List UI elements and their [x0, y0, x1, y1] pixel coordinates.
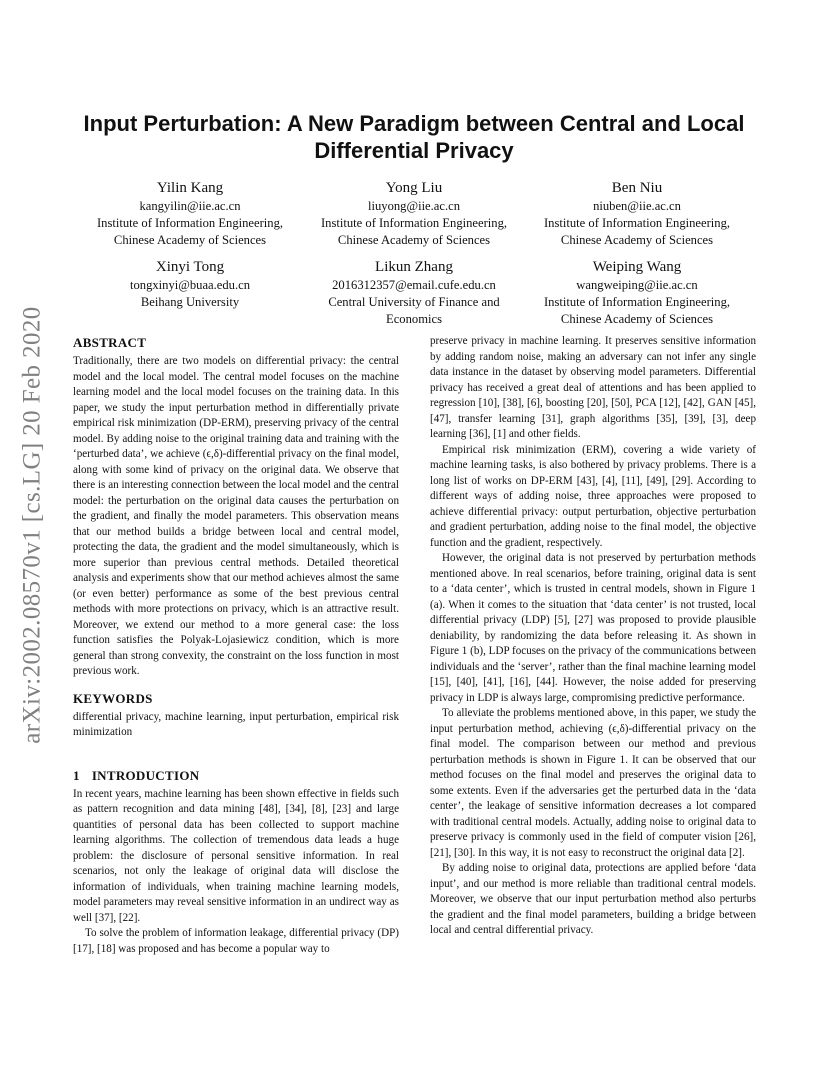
- author-email: tongxinyi@buaa.edu.cn: [129, 278, 251, 292]
- author-name: Ben Niu: [611, 180, 663, 196]
- author-block: [80, 178, 300, 249]
- author-name: Yilin Kang: [156, 180, 224, 196]
- right-column: [430, 334, 756, 939]
- author-affiliation: Institute of Information Engineering, Chinese Academy of Sciences: [543, 216, 731, 247]
- intro-paragraph: By adding noise to original data, protections are applied before ‘data input’, and our method is more reliable than traditional central models. Moreover, we observe that our input perturbation method also perturbs the gradient and the final model parameters, building a bridge between local and central differential privacy.: [430, 862, 756, 936]
- author-block: [304, 257, 524, 328]
- author-block: [80, 257, 300, 311]
- intro-paragraph: Empirical risk minimization (ERM), covering a wide variety of machine learning tasks, is also bothered by privacy problems. There is a long list of works on DP-ERM [43], [4], [11], [49], [29]. According to different ways of adding noise, three approaches were proposed to achieve differential privacy: output perturbation, objective perturbation and gradient perturbation, adding noise to the final model, the objective function and the gradient, respectively.: [430, 443, 756, 549]
- author-email: niuben@iie.ac.cn: [593, 199, 681, 213]
- author-name: Weiping Wang: [592, 259, 682, 275]
- intro-paragraph: However, the original data is not preserved by perturbation methods mentioned above. In real scenarios, before training, original data is sent to a ‘data center’, which is trusted in central models, shown in Figure 1 (a). When it comes to the situation that ‘data center’ is not trusted, local differential privacy (LDP) [5], [27] was proposed to provide plausible deniability, by randomizing the data before releasing it. As shown in Figure 1 (b), LDP focuses on the privacy of the communications between individuals and the ‘server’, rather than the final machine learning model [15], [40], [41], [16], [44]. However, the noise added for preserving privacy in LDP is always large, compromising predictive performance.: [430, 552, 756, 704]
- section-heading: [73, 767, 399, 784]
- author-name: Likun Zhang: [375, 259, 453, 275]
- author-affiliation: Institute of Information Engineering, Chinese Academy of Sciences: [320, 216, 508, 247]
- author-email: 2016312357@email.cufe.edu.cn: [332, 278, 496, 292]
- paper-title: Input Perturbation: A New Paradigm between Central and Local Differential Privacy: [83, 111, 745, 163]
- author-email: kangyilin@iie.ac.cn: [139, 199, 241, 213]
- keywords-heading: KEYWORDS: [73, 690, 153, 706]
- author-block: [304, 178, 524, 249]
- section-title: INTRODUCTION: [91, 767, 200, 783]
- abstract-text: Traditionally, there are two models on differential privacy: the central model and the local model. The central model focuses on the machine learning model and the local model focuses on the training data. In this paper, we study the input perturbation method in differentially private empirical risk minimization (DP-ERM), preserving privacy of the central model. By adding noise to the original training data and training with the ‘perturbed data’, we achieve (ϵ,δ)-differential privacy on the final model, along with some kind of privacy on the original data. We observe that there is an interesting connection between the local model and the central model: the perturbation on the original data causes the perturbation on the gradient, and finally the model parameters. This observation means that our method builds a bridge between local and central model, protecting the data, the gradient and the model simultaneously, which is more superior than previous central methods. Detailed theoretical analysis and experiments show that our method achieves almost the same (or even better) performance as some of the best previous central methods with more protections on privacy, which is an attractive result. Moreover, we extend our method to a more general case: the loss function satisfies the Polyak-Lojasiewicz condition, which is more general than strong convexity, the constraint on the loss function in most previous work.: [73, 355, 399, 677]
- author-email: wangweiping@iie.ac.cn: [576, 278, 698, 292]
- intro-paragraph: In recent years, machine learning has been shown effective in fields such as pattern recognition and data mining [48], [34], [8], [23] and large quantities of personal data has been collected to support machine learning algorithms. The collection of tremendous data leads a huge problem: the disclosure of personal sensitive information. In real scenarios, not only the leakage of original data will disclose the information of individuals, when training machine learning models, model parameters may reveal sensitive information in an undirect way as well [37], [22].: [73, 787, 399, 924]
- author-block: [527, 257, 747, 328]
- author-name: Yong Liu: [385, 180, 443, 196]
- author-block: [527, 178, 747, 249]
- author-affiliation: Central University of Finance and Economics: [328, 295, 500, 326]
- intro-paragraph: To alleviate the problems mentioned above, in this paper, we study the input perturbation method, achieving (ϵ,δ)-differential privacy on the final model. The comparison between our method and previous perturbation methods is shown in Figure 1. It can be observed that our method focuses on the final model and preserves the original data to some extents. Even if the adversaries get the perturbed data in the ‘data center’, the leakage of sensitive information decreases a lot compared with traditional central models. Actually, adding noise to original data to preserve privacy is commonly used in the field of computer vision [26], [21], [30]. In this way, it is not easy to reconstruct the original data [2].: [430, 707, 756, 859]
- abstract-heading: ABSTRACT: [73, 335, 147, 350]
- section-number: 1: [73, 767, 80, 783]
- intro-paragraph: To solve the problem of information leakage, differential privacy (DP) [17], [18] was proposed and has become a popular way to: [73, 927, 399, 955]
- intro-paragraph: preserve privacy in machine learning. It preserves sensitive information by adding random noise, making an adversary can not infer any single data instance in the dataset by observing model parameters. Differential privacy has received a great deal of attentions and has been applied to regression [10], [38], [6], boosting [20], [50], PCA [12], [42], GAN [45], [47], transfer learning [31], graph algorithms [35], [39], [3], deep learning [36], [1] and other fields.: [430, 335, 756, 440]
- author-affiliation: Institute of Information Engineering, Chinese Academy of Sciences: [543, 295, 731, 326]
- left-column: [73, 334, 399, 957]
- author-name: Xinyi Tong: [155, 259, 225, 275]
- author-email: liuyong@iie.ac.cn: [367, 199, 461, 213]
- arxiv-stamp-text: arXiv:2002.08570v1 [cs.LG] 20 Feb 2020: [19, 306, 46, 744]
- author-affiliation: Institute of Information Engineering, Chinese Academy of Sciences: [96, 216, 284, 247]
- author-affiliation: Beihang University: [140, 295, 240, 309]
- keywords-text: differential privacy, machine learning, input perturbation, empirical risk minimization: [73, 710, 399, 738]
- arxiv-stamp: [16, 290, 50, 760]
